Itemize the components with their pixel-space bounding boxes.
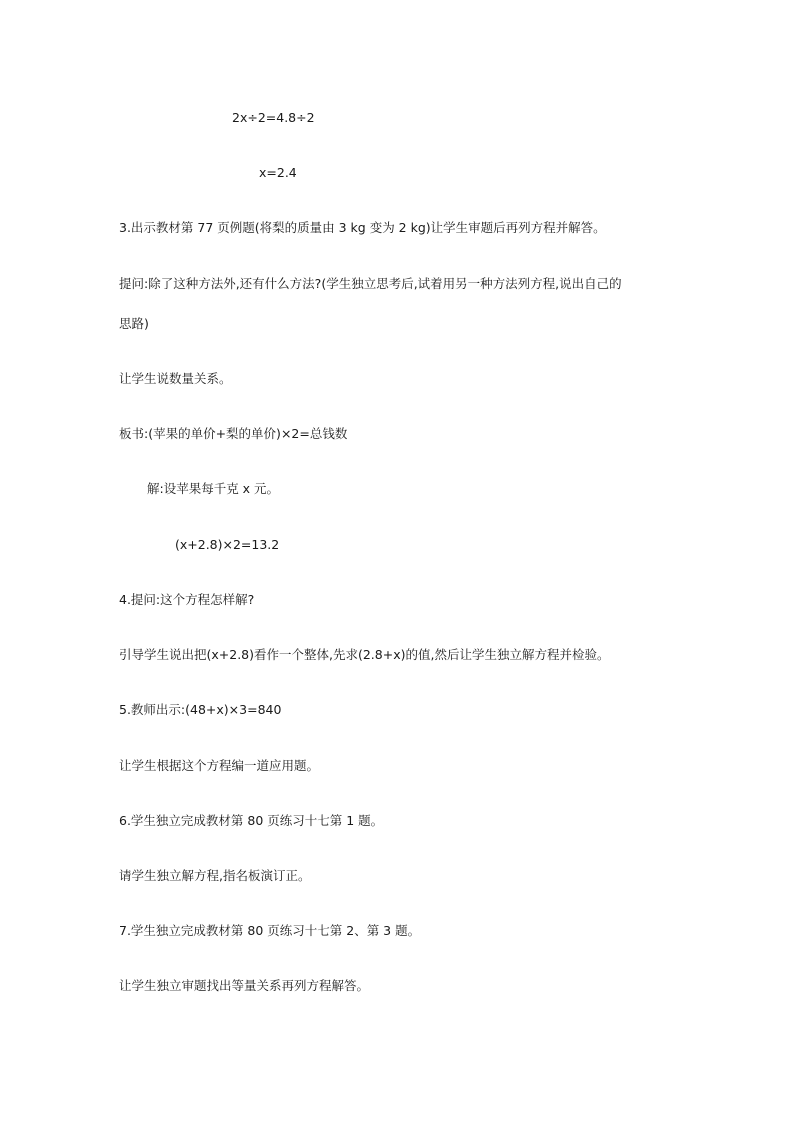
step-5-text: 5.教师出示:(48+x)×3=840 — [119, 702, 282, 717]
equation-divide-both-sides: 2x÷2=4.8÷2 — [232, 110, 315, 125]
question-text-continued: 思路) — [119, 316, 149, 331]
solution-setup-text: 解:设苹果每千克 x 元。 — [147, 481, 280, 496]
equation-solving-text: 让学生独立审题找出等量关系再列方程解答。 — [119, 978, 370, 993]
question-text: 提问:除了这种方法外,还有什么方法?(学生独立思考后,试着用另一种方法列方程,说出自己的 — [119, 276, 622, 291]
application-problem-text: 让学生根据这个方程编一道应用题。 — [119, 758, 320, 773]
quantity-relation-text: 让学生说数量关系。 — [119, 371, 232, 386]
step-7-text: 7.学生独立完成教材第 80 页练习十七第 2、第 3 题。 — [119, 923, 421, 938]
equation-solution: x=2.4 — [259, 165, 297, 180]
guidance-text: 引导学生说出把(x+2.8)看作一个整体,先求(2.8+x)的值,然后让学生独立解方程并检验。 — [119, 647, 610, 662]
step-4-text: 4.提问:这个方程怎样解? — [119, 592, 255, 607]
equation-setup: (x+2.8)×2=13.2 — [175, 537, 280, 552]
step-3-text: 3.出示教材第 77 页例题(将梨的质量由 3 kg 变为 2 kg)让学生审题后再列方程并解答。 — [119, 220, 606, 235]
step-6-text: 6.学生独立完成教材第 80 页练习十七第 1 题。 — [119, 813, 384, 828]
correction-text: 请学生独立解方程,指名板演订正。 — [119, 868, 311, 883]
board-writing-text: 板书:(苹果的单价+梨的单价)×2=总钱数 — [119, 426, 348, 441]
